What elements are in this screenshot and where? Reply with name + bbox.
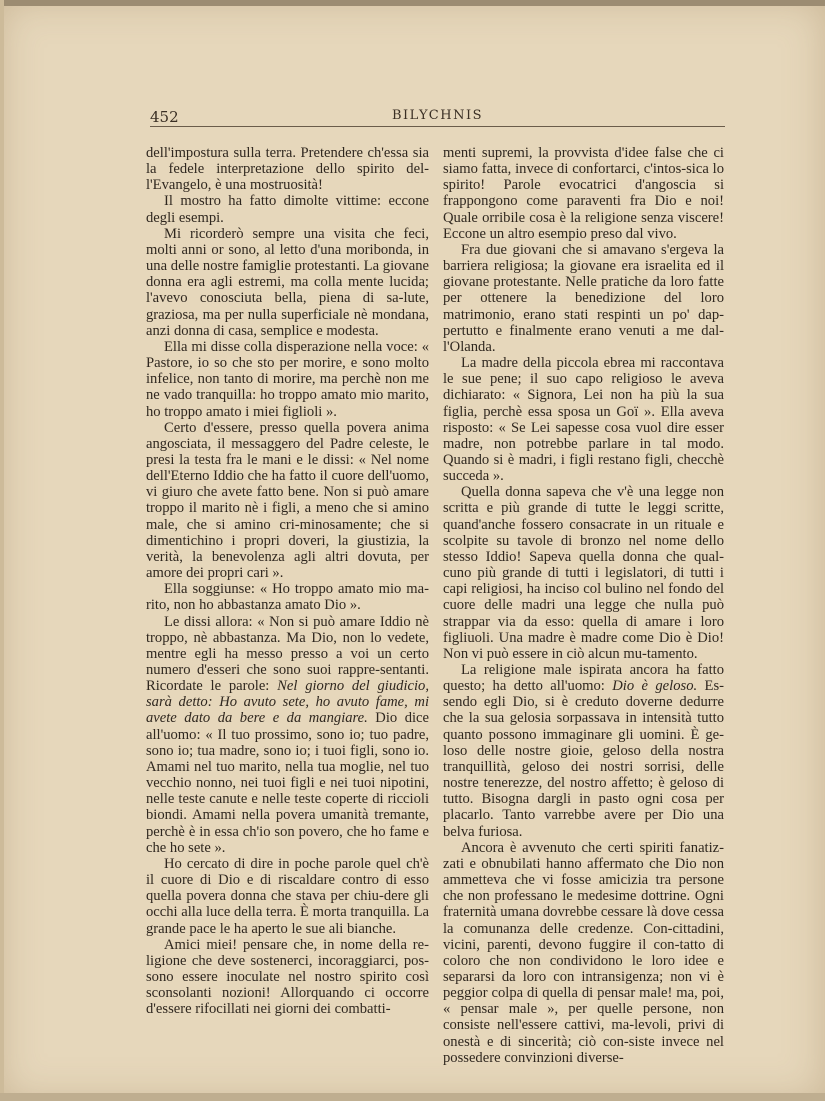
- paragraph: [146, 339, 429, 420]
- text-run: La madre della piccola ebrea mi raccontava le sue pene; il suo capo religioso le aveva dichiarato: « Signora, Lei non ha più la sua figlia, perchè essa sposa un Goï ». Ella aveva risposto: « Se Lei sapesse cosa vuol dire esser madre, non potrebbe parlare in tal modo. Quando si è madri, i figli restano figli, checchè succeda ».: [443, 355, 724, 485]
- paragraph: [146, 614, 429, 856]
- text-run: menti supremi, la provvista d'idee false che ci siamo fatta, invece di confortarci, c'intos-sica lo spirito! Parole evocatrici d'angoscia si frappongono come paraventi fra Dio e noi! Quale orribile cosa è la religione senza viscere! Eccone un altro esempio preso dal vivo.: [443, 145, 724, 242]
- paragraph: [146, 145, 429, 193]
- text-run: Quella donna sapeva che v'è una legge non scritta e più grande di tutte le leggi scritte, quand'anche fossero consacrate in un rituale e scolpite su tavole di bronzo nel nome dello stesso Iddio! Sapeva quella donna che qual-cuno più grande di tutti i legislatori, di tutti i capi religiosi, ha inciso col bulino nel fondo del cuore delle madri una legge che nulla può strappar via da esso: quella di amare i loro figliuoli. Una madre è madre come Dio è Dio! Non vi può essere in ciò alcun mu-tamento.: [443, 484, 724, 662]
- page-edge-left: [0, 0, 4, 1101]
- text-run: Le dissi allora: « Non si può amare Iddio nè troppo, nè abbastanza. Ma Dio, non lo vedete, mentre egli ha messo presso a voi un certo numero d'esseri che sono suoi rappre-sentanti. Ricordate le parole:: [146, 613, 429, 695]
- paragraph: [443, 484, 724, 662]
- left-column: [146, 145, 429, 1017]
- italic-quote: Nel giorno del giudicio, sarà detto: Ho avuto sete, ho avuto fame, mi avete dato da bere e da mangiare.: [146, 678, 429, 727]
- header-rule: [150, 126, 725, 127]
- paragraph: [146, 937, 429, 1018]
- text-run: La religione male ispirata ancora ha fatto questo; ha detto all'uomo:: [443, 662, 724, 695]
- paragraph: [146, 226, 429, 339]
- page-header: [150, 104, 725, 126]
- paragraph: [443, 662, 724, 840]
- page-number: 452: [150, 108, 179, 126]
- paragraph: [146, 856, 429, 937]
- paragraph: [443, 840, 724, 1066]
- page-edge-bottom: [0, 1093, 825, 1101]
- text-run: Fra due giovani che si amavano s'ergeva la barriera religiosa; la giovane era israelita ed il giovane protestante. Nelle pratiche da loro fatte per ottenere la benedizione del loro matrimonio, erano stati respinti un po' dap-pertutto e finalmente erano venuti a me dal-l'Olanda.: [443, 241, 724, 355]
- paragraph: [146, 581, 429, 613]
- running-title: BILYCHNIS: [391, 108, 484, 123]
- page-edge-top: [0, 0, 825, 6]
- paragraph: [443, 355, 724, 484]
- text-run: Ella mi disse colla disperazione nella voce: « Pastore, io so che sto per morire, e sono molto infelice, non tanto di morire, ma perchè non me ne vado tranquilla: ho troppo amato mio marito, ho troppo amato i miei figlioli ».: [146, 338, 429, 420]
- right-column: [443, 145, 724, 1066]
- text-run: Es-sendo egli Dio, si è creduto doverne dedurre che la sua gelosia sorpassava in intensità tutto quanto possono immaginare gli uomini. È ge-loso delle nostre gioie, geloso della nostra tranquillità, geloso dei nostri sorrisi, delle nostre tenerezze, del nostro affetto; è geloso di tutto. Bisogna dargli in pasto ogni cosa per placarlo. Tanto varrebbe avere per Dio una belva furiosa.: [443, 678, 724, 840]
- paragraph: [146, 420, 429, 582]
- text-run: dell'impostura sulla terra. Pretendere ch'essa sia la fedele interpretazione dello spirito del-l'Evangelo, è una mostruosità!: [146, 145, 429, 194]
- paragraph: [146, 193, 429, 225]
- paragraph: [443, 145, 724, 242]
- text-run: Ella soggiunse: « Ho troppo amato mio ma-rito, non ho abbastanza amato Dio ».: [146, 581, 429, 614]
- italic-quote: Dio è geloso.: [612, 678, 698, 695]
- text-run: Dio dice all'uomo: « Il tuo prossimo, sono io; tuo padre, sono io; tua madre, sono io; i tuoi figli, sono io. Amami nel tuo marito, nella tua moglie, nel tuo vecchio nonno, nei tuoi figli e nei tuoi nipotini, nelle teste canute e nelle teste coperte di riccioli biondi. Amami nella povera umanità tremante, perchè è in essa ch'io son povero, che ho fame e che ho sete ».: [146, 710, 430, 856]
- text-run: Certo d'essere, presso quella povera anima angosciata, il messaggero del Padre celeste, le presi la testa fra le mani e le dissi: « Nel nome dell'Eterno Iddio che ha fatto il cuore dell'uomo, vi giuro che avete fatto bene. Non si può amare troppo il marito nè i figli, a meno che si amino male, che si amino cri-minosamente; che si dimentichino i propri doveri, la giustizia, la verità, la benevolenza agli altri dovuta, per amore dei propri cari ».: [146, 419, 429, 582]
- text-run: Mi ricorderò sempre una visita che feci, molti anni or sono, al letto d'una moribonda, in una delle nostre famiglie protestanti. La giovane donna era agli estremi, ma colla mente lucida; l'avevo conosciuta bella, piena di sa-lute, graziosa, ma per nulla superficiale nè mondana, anzi donna di casa, semplice e modesta.: [146, 225, 429, 339]
- text-run: Ancora è avvenuto che certi spiriti fanatiz-zati e obnubilati hanno affermato che Dio non ammetteva che vi fosse amicizia tra persone che non professano le medesime dottrine. Ogni fraternità umana dovrebbe cessare là dove cessa la comunanza delle credenze. Con-cittadini, vicini, parenti, devono fuggire il con-tatto di coloro che non condividono le loro idee e separarsi da loro con intransigenza; non vi è peggior colpa di quella di pensar male! ma, poi, « pensar male », per quelle persone, non consiste nell'essere cattivi, ma-levoli, privi di onestà e di sincerità; ciò con-siste invece nel possedere convinzioni diverse-: [443, 839, 724, 1066]
- text-run: Ho cercato di dire in poche parole quel ch'è il cuore di Dio e di riscaldare contro di esso quella povera donna che stava per chiu-dere gli occhi alla luce della terra. È morta tranquilla. La grande pace le ha aperto le sue ali bianche.: [146, 855, 429, 937]
- paragraph: [443, 242, 724, 355]
- text-run: Amici miei! pensare che, in nome della re-ligione che deve sostenerci, incoraggiarci, pos-sono essere inoculate nel nostro spirito così sconsolanti nozioni! Allorquando ci occorre d'essere rifocillati nei giorni dei combatti-: [146, 936, 429, 1018]
- text-run: Il mostro ha fatto dimolte vittime: eccone degli esempi.: [146, 193, 429, 226]
